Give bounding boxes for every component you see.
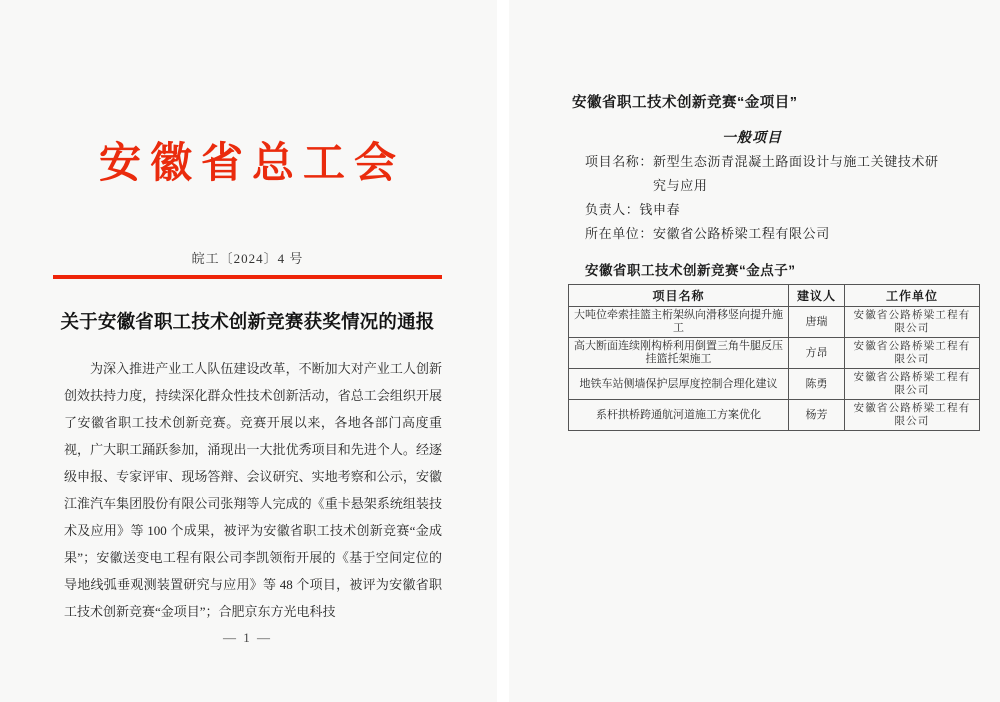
cell-project-name: 大吨位牵索挂篮主桁架纵向滑移竖向提升施工 [569,307,789,338]
field-unit [585,222,979,246]
cell-work-unit: 安徽省公路桥梁工程有限公司 [845,338,980,369]
field-label: 项目名称： [585,154,654,169]
field-label: 负责人： [585,202,640,217]
field-label: 所在单位： [585,226,654,241]
document-page-2 [509,0,1000,702]
project-fields [570,150,979,246]
cell-proposer: 唐瑞 [789,307,845,338]
cell-project-name: 地铁车站侧墙保护层厚度控制合理化建议 [569,369,789,400]
document-number: 皖工〔2024〕4 号 [191,251,304,267]
notice-body-paragraph: 为深入推进产业工人队伍建设改革，不断加大对产业工人创新创效扶持力度，持续深化群众性技术创新活动，省总工会组织开展了安徽省职工技术创新竞赛。竞赛开展以来，各地各部门高度重视，广大职工踊跃参加，涌现出一大批优秀项目和先进个人。经逐级申报、专家评审、现场答辩、会议研究、实地考察和公示，安徽江淮汽车集团股份有限公司张翔等人完成的《重卡悬架系统组装技术及应用》等 100 个成果，被评为安徽省职工技术创新竞赛“金成果”；安徽送变电工程有限公司李凯领衔开展的《基于空间定位的导地线弧垂观测装置研究与应用》等 48 个项目，被评为安徽省职工技术创新竞赛“金项目”；合肥京东方光电科技 [64,361,442,620]
page-1-content [53,141,442,646]
cell-work-unit: 安徽省公路桥梁工程有限公司 [845,307,980,338]
table-row [569,400,980,431]
gold-project-heading: 安徽省职工技术创新竞赛“金项目” [572,95,798,111]
table-row [569,307,980,338]
cell-proposer: 陈勇 [789,369,845,400]
field-value: 新型生态沥青混凝土路面设计与施工关键技术研究与应用 [653,154,939,193]
field-project-name [585,150,979,198]
gold-idea-heading: 安徽省职工技术创新竞赛“金点子” [585,263,796,278]
cell-proposer: 方昂 [789,338,845,369]
header-proposer: 建议人 [789,285,845,307]
field-value: 钱申春 [639,202,681,217]
masthead-title: 安徽省总工会 [98,141,405,187]
header-work-unit: 工作单位 [845,285,980,307]
cell-work-unit: 安徽省公路桥梁工程有限公司 [845,369,980,400]
gold-idea-table [568,284,980,431]
page-number: — 1 — [223,630,272,646]
field-value: 安徽省公路桥梁工程有限公司 [653,226,830,241]
table-row [569,369,980,400]
document-page-1 [0,0,497,702]
project-category-label: 一般项目 [722,131,782,146]
header-project-name: 项目名称 [569,285,789,307]
cell-work-unit: 安徽省公路桥梁工程有限公司 [845,400,980,431]
red-divider-rule [53,275,442,279]
field-leader [585,198,979,222]
table-header-row [569,285,980,307]
cell-proposer: 杨芳 [789,400,845,431]
notice-title: 关于安徽省职工技术创新竞赛获奖情况的通报 [60,313,435,334]
page-2-content [570,0,979,431]
cell-project-name: 系杆拱桥跨通航河道施工方案优化 [569,400,789,431]
table-row [569,338,980,369]
cell-project-name: 高大断面连续刚构桥利用倒置三角牛腿反压挂篮托架施工 [569,338,789,369]
